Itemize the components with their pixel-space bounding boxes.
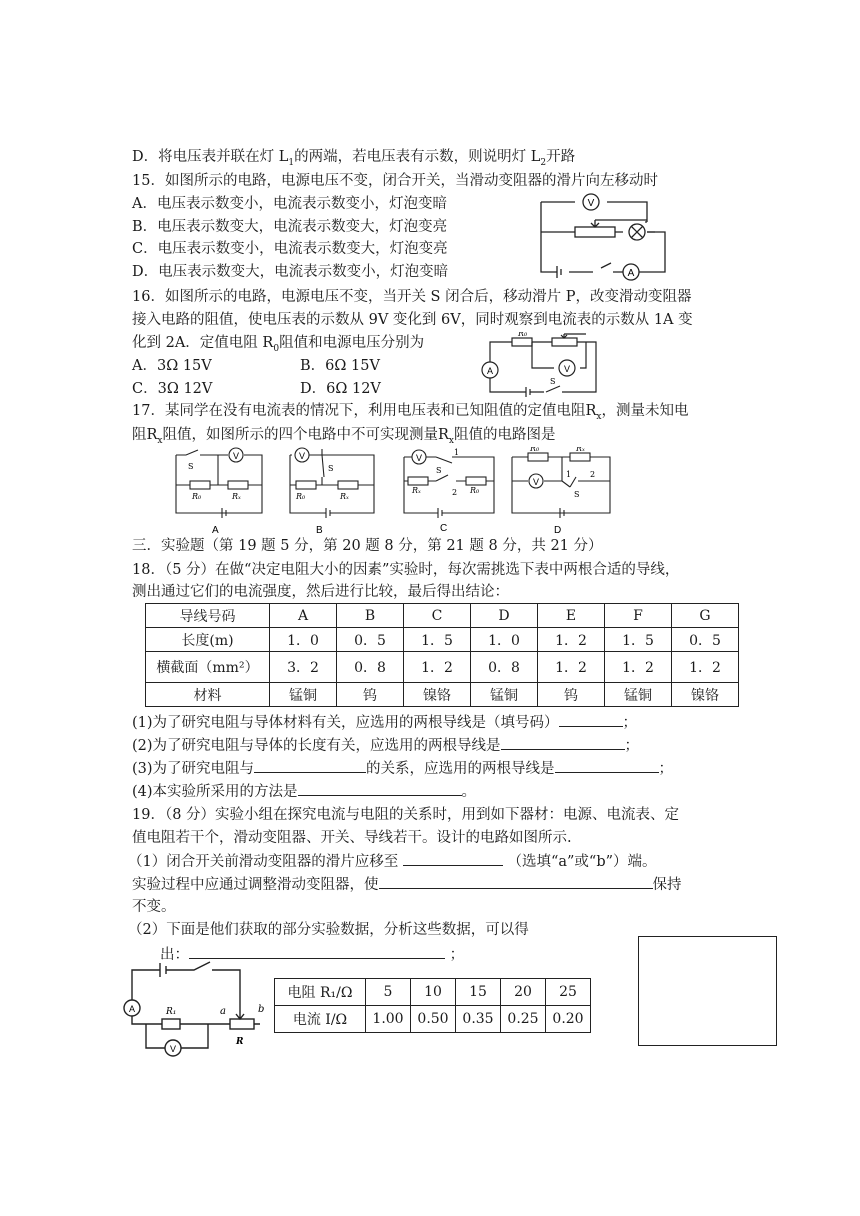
svg-text:A: A [486,366,494,376]
resistance-current-table [274,978,591,1033]
answer-blank[interactable] [189,944,445,959]
svg-text:2: 2 [590,470,596,479]
table-row [275,979,591,1006]
svg-text:V: V [563,364,571,374]
q17-circuit-b [282,447,382,537]
svg-text:S: S [436,466,442,475]
table-cell: 1．2 [605,652,672,683]
svg-text:V: V [532,477,540,487]
q19-part-2-answer: 出： ； [160,944,464,965]
q17-stem-2: 阻$R_x$阻值，如图所示的四个电路中不可实现测量$R_x$阻值的电路图是 [132,427,556,446]
table-cell: 镍铬 [404,683,471,707]
q17-stem-1: 17．某同学在没有电流表的情况下，利用电压表和已知阻值的定值电阻$R_x$，测量未知电 [132,403,689,422]
answer-blank[interactable] [555,758,659,773]
table-cell: E [538,604,605,628]
svg-text:b: b [258,1004,265,1015]
row-label: 导线号码 [146,604,270,628]
table-cell: 0.35 [456,1006,501,1033]
table-cell: 1．2 [538,628,605,652]
svg-text:V: V [415,453,423,463]
svg-text:1: 1 [454,448,460,457]
table-cell: 1.00 [366,1006,411,1033]
table-cell: A [270,604,337,628]
table-cell: 锰铜 [270,683,337,707]
q18-part-1: (1)为了研究电阻与导体材料有关，应选用的两根导线是（填号码） ； [132,712,637,733]
table-cell: 0．5 [672,628,739,652]
table-cell: 5 [366,979,411,1006]
svg-text:V: V [298,451,306,461]
table-cell: 20 [501,979,546,1006]
q18-stem-1: 18．（5 分）在做“决定电阻大小的因素”实验时，每次需挑选下表中两根合适的导线， [132,562,680,578]
q19-stem-2: 值电阻若干个，滑动变阻器、开关、导线若干。设计的电路如图所示. [132,830,572,846]
table-cell: 15 [456,979,501,1006]
table-cell: 1．0 [471,628,538,652]
q18-part-4: (4)本实验所采用的方法是 。 [132,781,476,802]
svg-text:S: S [328,464,334,473]
table-cell: F [605,604,672,628]
q18-part-3: (3)为了研究电阻与 的关系，应选用的两根导线是 ； [132,758,673,779]
svg-text:S: S [188,462,194,471]
svg-text:A: A [212,525,219,536]
svg-text:Rₓ: Rₓ [412,486,421,495]
table-cell: 0.25 [501,1006,546,1033]
svg-text:2: 2 [452,488,458,497]
table-cell: 0.20 [546,1006,591,1033]
row-label: 材料 [146,683,270,707]
table-cell: 1．2 [404,652,471,683]
q15-stem: 15．如图所示的电路，电源电压不变，闭合开关，当滑动变阻器的滑片向左移动时 [132,173,658,189]
wire-table [145,603,739,707]
answer-blank[interactable] [559,712,623,727]
row-label: 横截面（mm²） [146,652,270,683]
q17-circuit-a [168,447,268,537]
table-cell: 10 [411,979,456,1006]
svg-text:R₀: R₀ [192,492,202,501]
q16-stem-3: 化到 2A．定值电阻 $R_0$阻值和电源电压分别为 [132,335,425,354]
table-cell: 钨 [337,683,404,707]
table-cell: G [672,604,739,628]
q19-part-1: （1）闭合开关前滑动变阻器的滑片应移至 （选填“a”或“b”）端。 [128,851,657,872]
svg-text:D: D [554,525,562,536]
table-row [146,652,739,683]
section-3-heading: 三．实验题（第 19 题 5 分，第 20 题 8 分，第 21 题 8 分，共 21 分） [132,538,603,554]
answer-blank[interactable] [501,735,625,750]
table-cell: D [471,604,538,628]
svg-text:1: 1 [566,470,572,479]
q19-part-2: （2）下面是他们获取的部分实验数据，分析这些数据，可以得 [128,922,529,938]
svg-text:R₀: R₀ [530,447,540,453]
q19-part-1-cont: 实验过程中应通过调整滑动变阻器，使 保持 [132,874,682,895]
table-cell: 1．2 [672,652,739,683]
table-row [146,604,739,628]
svg-text:a: a [220,1006,226,1017]
table-cell: 1．2 [538,652,605,683]
q19-stem-1: 19．（8 分）实验小组在探究电流与电阻的关系时，用到如下器材：电源、电流表、定 [132,807,680,823]
svg-text:R₀: R₀ [518,332,528,338]
table-cell: 钨 [538,683,605,707]
q16-option-a: A．3Ω 15V [132,358,212,374]
svg-text:R: R [236,1037,244,1047]
svg-text:P [560,332,566,333]
q16-stem-2: 接入电路的阻值，使电压表的示数从 9V 变化到 6V，同时观察到电流表的示数从 1A 变 [132,312,693,328]
q15-circuit [535,190,675,282]
answer-blank[interactable] [254,758,366,773]
q18-stem-2: 测出通过它们的电流强度，然后进行比较，最后得出结论： [132,584,509,600]
q15-option-d: D．电压表示数变大，电流表示数变小，灯泡变暗 [132,264,449,280]
table-cell: 3．2 [270,652,337,683]
table-row [275,1006,591,1033]
q16-option-b: B．6Ω 15V [300,358,380,374]
svg-text:S: S [550,377,556,386]
svg-text:R₀: R₀ [296,492,306,501]
svg-text:Rₓ: Rₓ [232,492,241,501]
row-label: 长度(m) [146,628,270,652]
table-cell: 1．5 [404,628,471,652]
table-cell: 0．8 [337,652,404,683]
q16-option-c: C．3Ω 12V [132,381,213,397]
table-cell: 25 [546,979,591,1006]
svg-text:R₀: R₀ [470,486,480,495]
answer-blank[interactable] [403,851,503,866]
svg-text:Rₓ: Rₓ [340,492,349,501]
svg-text:Rₓ: Rₓ [576,447,585,453]
table-cell: 0.50 [411,1006,456,1033]
table-cell: C [404,604,471,628]
svg-text:A: A [627,268,635,279]
q15-option-c: C．电压表示数变小，电流表示数变大，灯泡变亮 [132,241,448,257]
table-cell: 镍铬 [672,683,739,707]
q19-part-1-end: 不变。 [132,899,176,915]
svg-text:S: S [574,490,580,499]
q17-circuit-c [396,445,501,537]
table-cell: 1．5 [605,628,672,652]
q15-option-b: B．电压表示数变大，电流表示数变大，灯泡变亮 [132,219,448,235]
q14-option-d: D．将电压表并联在灯 $L_1$的两端，若电压表有示数，则说明灯 $L_2$开路 [132,149,576,168]
table-row [146,628,739,652]
q16-circuit [472,332,607,402]
q15-option-a: A．电压表示数变小，电流表示数变小，灯泡变暗 [132,196,447,212]
answer-blank[interactable] [298,781,462,796]
svg-text:R₁: R₁ [166,1007,177,1017]
table-cell: 锰铜 [471,683,538,707]
svg-text:V: V [587,198,595,209]
table-cell: B [337,604,404,628]
row-label: 电流 I/Ω [275,1006,366,1033]
table-cell: 0．8 [471,652,538,683]
table-row [146,683,739,707]
q17-circuit-d [506,447,616,537]
svg-text:V: V [169,1044,177,1054]
svg-text:B: B [316,525,323,536]
svg-text:A: A [128,1004,136,1014]
q16-option-d: D．6Ω 12V [300,381,381,397]
row-label: 电阻 R₁/Ω [275,979,366,1006]
q16-stem-1: 16．如图所示的电路，电源电压不变，当开关 S 闭合后，移动滑片 P，改变滑动变阻器 [132,289,692,305]
svg-text:V: V [232,451,240,461]
answer-blank[interactable] [379,874,653,889]
table-cell: 1．0 [270,628,337,652]
table-cell: 0．5 [337,628,404,652]
svg-text:C: C [440,523,448,534]
answer-box[interactable] [638,936,777,1046]
table-cell: 锰铜 [605,683,672,707]
q19-circuit [116,960,266,1060]
q18-part-2: (2)为了研究电阻与导体的长度有关，应选用的两根导线是 ； [132,735,639,756]
